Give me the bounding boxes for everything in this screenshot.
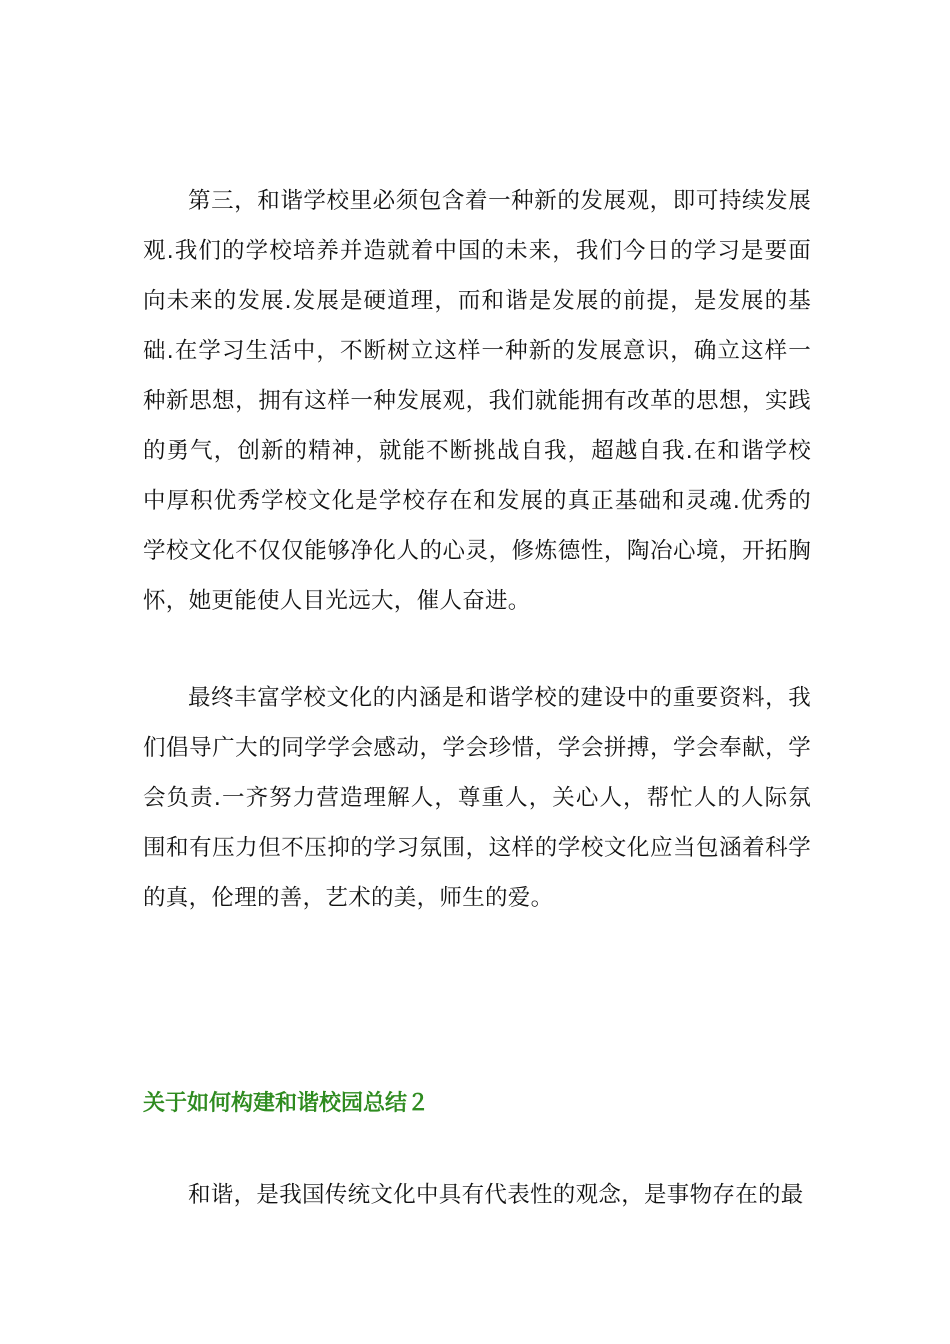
paragraph-sustainable-development: 第三，和谐学校里必须包含着一种新的发展观，即可持续发展观.我们的学校培养并造就着中国的未来，我们今日的学习是要面向未来的发展.发展是硬道理，而和谐是发展的前提，是发展的基础.在学习生活中，不断树立这样一种新的发展意识，确立这样一种新思想，拥有这样一种发展观，我们就能拥有改革的思想，实践的勇气，创新的精神，就能不断挑战自我，超越自我.在和谐学校中厚积优秀学校文化是学校存在和发展的真正基础和灵魂.优秀的学校文化不仅仅能够净化人的心灵，修炼德性，陶冶心境，开拓胸怀，她更能使人目光远大，催人奋进。 <box>143 188 811 614</box>
paragraph-school-culture: 最终丰富学校文化的内涵是和谐学校的建设中的重要资料，我们倡导广大的同学学会感动，学会珍惜，学会拼搏，学会奉献，学会负责.一齐努力营造理解人，尊重人，关心人，帮忙人的人际氛围和有压力但不压抑的学习氛围，这样的学校文化应当包涵着科学的真，伦理的善，艺术的美，师生的爱。 <box>143 685 811 911</box>
section-heading: 关于如何构建和谐校园总结２ <box>143 1091 430 1116</box>
paragraph-harmony-intro: 和谐，是我国传统文化中具有代表性的观念，是事物存在的最 <box>188 1182 804 1208</box>
